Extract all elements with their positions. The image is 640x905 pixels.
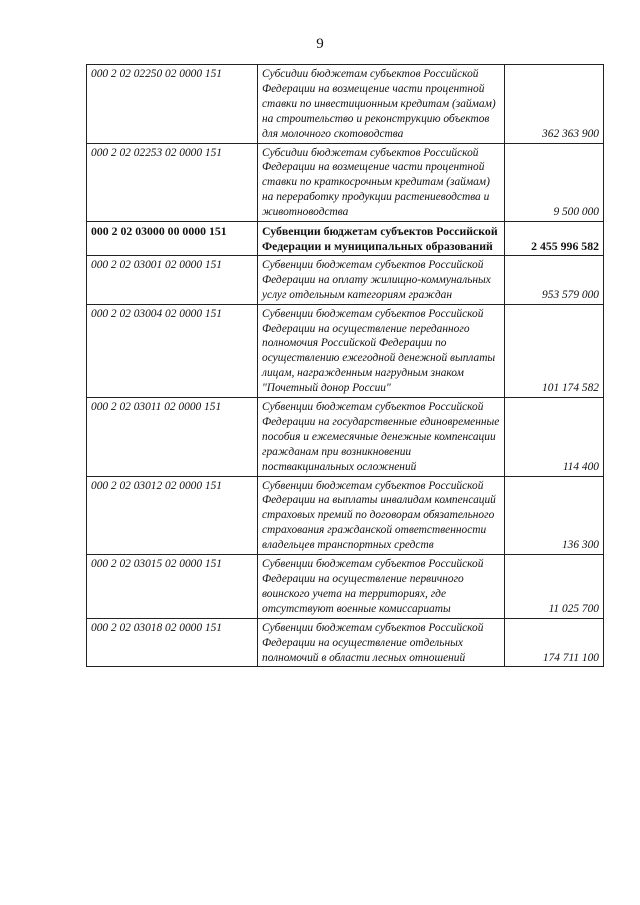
budget-code-cell: 000 2 02 03000 00 0000 151 (87, 222, 258, 256)
item-name-cell: Субвенции бюджетам субъектов Российской Федерации на осуществление первичного воинского учета на территориях, где отсутствуют военные комиссариаты (258, 555, 505, 619)
item-name-cell: Субвенции бюджетам субъектов Российской Федерации и муниципальных образований (258, 222, 505, 256)
item-name-cell: Субсидии бюджетам субъектов Российской Федерации на возмещение части процентной ставки по инвестиционным кредитам (займам) на строительство и реконструкцию объектов для молочного скотоводства (258, 65, 505, 144)
budget-code-cell: 000 2 02 03018 02 0000 151 (87, 618, 258, 667)
table-row (87, 143, 604, 222)
page-number: 9 (316, 36, 324, 52)
budget-code-cell: 000 2 02 03004 02 0000 151 (87, 304, 258, 397)
table-row (87, 65, 604, 144)
item-name-cell: Субвенции бюджетам субъектов Российской Федерации на государственные единовременные пособия и ежемесячные денежные компенсации гражданам при возникновении поствакцинальных осложнений (258, 398, 505, 477)
table-row (87, 255, 604, 304)
budget-code-cell: 000 2 02 02250 02 0000 151 (87, 65, 258, 144)
amount-cell: 174 711 100 (505, 618, 604, 667)
amount-cell: 362 363 900 (505, 65, 604, 144)
item-name-cell: Субвенции бюджетам субъектов Российской Федерации на выплаты инвалидам компенсаций страховых премий по договорам обязательного страхования гражданской ответственности владельцев транспортных средств (258, 476, 505, 555)
budget-code-cell: 000 2 02 03015 02 0000 151 (87, 555, 258, 619)
budget-code-cell: 000 2 02 02253 02 0000 151 (87, 143, 258, 222)
amount-cell: 953 579 000 (505, 255, 604, 304)
item-name-cell: Субвенции бюджетам субъектов Российской Федерации на оплату жилищно-коммунальных услуг отдельным категориям граждан (258, 255, 505, 304)
table-row (87, 555, 604, 619)
amount-cell: 2 455 996 582 (505, 222, 604, 256)
item-name-cell: Субсидии бюджетам субъектов Российской Федерации на возмещение части процентной ставки по краткосрочным кредитам (займам) на переработку продукции растениеводства и животноводства (258, 143, 505, 222)
table-row (87, 304, 604, 397)
amount-cell: 114 400 (505, 398, 604, 477)
table-row (87, 476, 604, 555)
table-row (87, 618, 604, 667)
budget-code-cell: 000 2 02 03011 02 0000 151 (87, 398, 258, 477)
budget-code-cell: 000 2 02 03001 02 0000 151 (87, 255, 258, 304)
amount-cell: 136 300 (505, 476, 604, 555)
amount-cell: 11 025 700 (505, 555, 604, 619)
budget-table-body (87, 65, 604, 667)
item-name-cell: Субвенции бюджетам субъектов Российской Федерации на осуществление переданного полномочия Российской Федерации по осуществлению ежегодной денежной выплаты лицам, награжденным нагрудным знаком "Почетный донор России" (258, 304, 505, 397)
amount-cell: 101 174 582 (505, 304, 604, 397)
item-name-cell: Субвенции бюджетам субъектов Российской Федерации на осуществление отдельных полномочий в области лесных отношений (258, 618, 505, 667)
amount-cell: 9 500 000 (505, 143, 604, 222)
table-row-subtotal (87, 222, 604, 256)
table-row (87, 398, 604, 477)
budget-code-cell: 000 2 02 03012 02 0000 151 (87, 476, 258, 555)
budget-table (86, 64, 604, 667)
